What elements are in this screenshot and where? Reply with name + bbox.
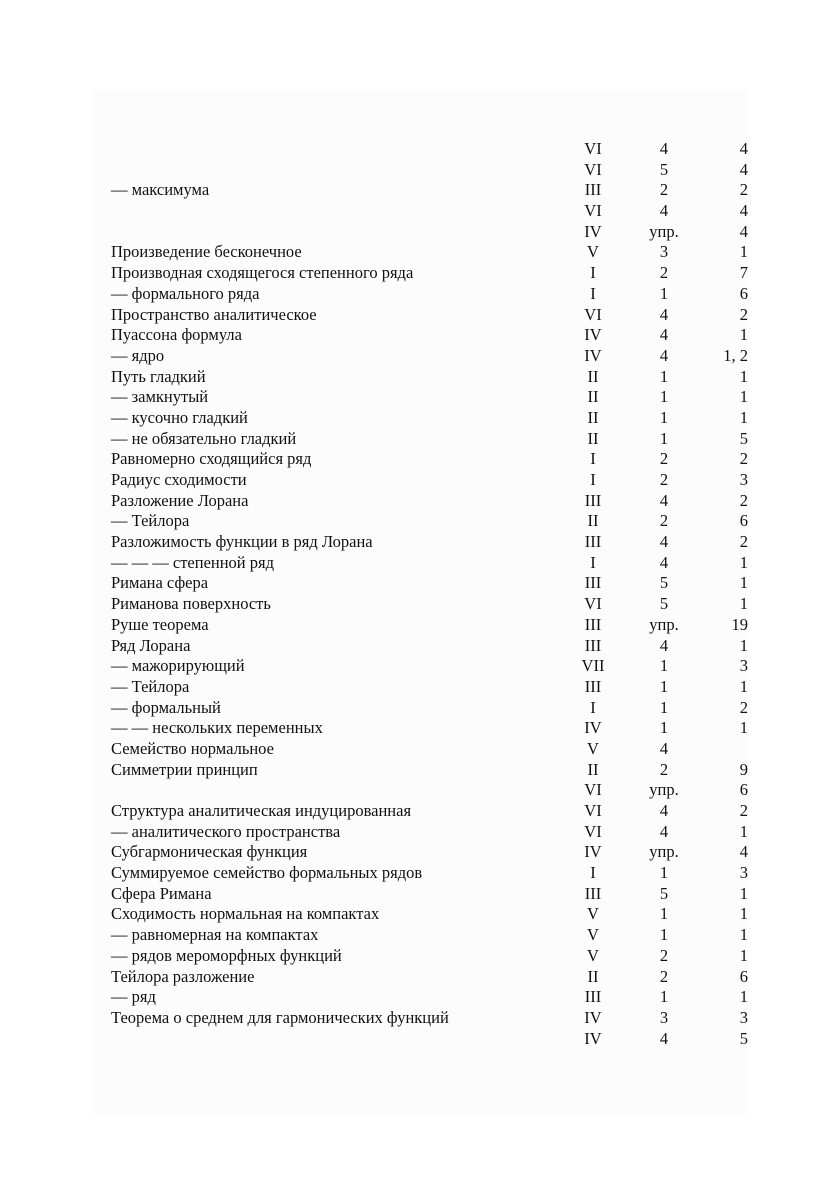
index-row (111, 987, 761, 1008)
chapter-number: II (587, 428, 599, 448)
section-number: 4 (659, 201, 669, 221)
section-number: 5 (659, 883, 669, 903)
chapter-number: VI (584, 159, 602, 179)
item-number: 1 (739, 718, 748, 738)
item-number: 1 (739, 821, 748, 841)
item-number: 9 (739, 759, 748, 779)
section-number: 1 (659, 718, 669, 738)
index-row (111, 408, 761, 429)
item-number: 2 (739, 449, 748, 469)
index-term: Произведение бесконечное (111, 242, 302, 262)
index-row (111, 801, 761, 822)
index-term: — Тейлора (111, 676, 190, 696)
section-number: 1 (659, 366, 669, 386)
index-row (111, 367, 761, 388)
item-number: 3 (739, 1007, 748, 1027)
index-row (111, 739, 761, 760)
section-number: 1 (659, 387, 669, 407)
index-row (111, 160, 761, 181)
section-number: упр. (649, 780, 679, 800)
index-row (111, 201, 761, 222)
index-row (111, 325, 761, 346)
chapter-number: I (590, 283, 596, 303)
item-number: 6 (739, 966, 748, 986)
index-row (111, 636, 761, 657)
chapter-number: II (587, 966, 599, 986)
index-row (111, 594, 761, 615)
section-number: упр. (649, 842, 679, 862)
index-row (111, 387, 761, 408)
index-row (111, 470, 761, 491)
index-row (111, 677, 761, 698)
index-row (111, 222, 761, 243)
item-number: 1 (739, 407, 748, 427)
index-term: Субгармоническая функция (111, 842, 308, 862)
index-term: Путь гладкий (111, 366, 206, 386)
index-row (111, 429, 761, 450)
index-row (111, 139, 761, 160)
index-row (111, 884, 761, 905)
item-number: 4 (739, 221, 748, 241)
index-row (111, 553, 761, 574)
section-number: 1 (659, 407, 669, 427)
section-number: 4 (659, 325, 669, 345)
index-term: Римана сфера (111, 573, 209, 593)
chapter-number: IV (584, 718, 602, 738)
index-row (111, 305, 761, 326)
chapter-number: III (584, 614, 602, 634)
item-number: 1 (739, 945, 748, 965)
subject-index (111, 139, 761, 1049)
index-term: — Тейлора (111, 511, 190, 531)
chapter-number: VI (584, 594, 602, 614)
chapter-number: VI (584, 780, 602, 800)
section-number: 2 (659, 945, 669, 965)
index-row (111, 904, 761, 925)
index-term: Семейство нормальное (111, 738, 274, 758)
index-row (111, 449, 761, 470)
section-number: 1 (659, 904, 669, 924)
section-number: 1 (659, 428, 669, 448)
index-row (111, 946, 761, 967)
section-number: 2 (659, 966, 669, 986)
section-number: 4 (659, 801, 669, 820)
section-number: 4 (659, 1028, 669, 1048)
index-row (111, 491, 761, 512)
item-number: 1 (739, 242, 748, 262)
chapter-number: III (584, 676, 602, 696)
index-term: Сходимость нормальная на компактах (111, 904, 380, 924)
item-number: 3 (739, 656, 748, 676)
item-number: 2 (739, 180, 748, 200)
item-number: 3 (739, 470, 748, 489)
chapter-number: II (587, 387, 599, 407)
item-number: 1 (739, 883, 748, 903)
item-number: 1 (739, 325, 748, 345)
section-number: 4 (659, 139, 669, 158)
item-number: 4 (739, 842, 748, 862)
item-number: 4 (739, 139, 748, 158)
index-term: Тейлора разложение (111, 966, 255, 986)
chapter-number: I (590, 697, 596, 717)
section-number: 4 (659, 552, 669, 572)
section-number: упр. (649, 614, 679, 634)
chapter-number: III (584, 573, 602, 593)
item-number: 1 (739, 366, 748, 386)
section-number: 5 (659, 573, 669, 593)
index-row (111, 242, 761, 263)
index-term: — максимума (111, 180, 210, 200)
section-number: 4 (659, 490, 669, 510)
chapter-number: IV (584, 1007, 602, 1027)
item-number: 1 (739, 676, 748, 696)
item-number: 19 (731, 614, 748, 634)
section-number: 5 (659, 594, 669, 614)
index-row (111, 511, 761, 532)
index-term: Руше теорема (111, 614, 209, 634)
index-term: Структура аналитическая индуцированная (111, 801, 412, 820)
chapter-number: IV (584, 842, 602, 862)
section-number: 2 (659, 511, 669, 531)
item-number: 4 (739, 159, 748, 179)
section-number: 3 (659, 242, 669, 262)
index-term: — рядов мероморфных функций (111, 945, 342, 965)
item-number: 1 (739, 987, 748, 1007)
section-number: 3 (659, 1007, 669, 1027)
index-row (111, 718, 761, 739)
section-number: 1 (659, 697, 669, 717)
chapter-number: IV (584, 325, 602, 345)
item-number: 1 (739, 635, 748, 655)
section-number: 1 (659, 987, 669, 1007)
index-term: Риманова поверхность (111, 594, 271, 614)
chapter-number: II (587, 407, 599, 427)
index-term: — — нескольких переменных (111, 718, 323, 738)
index-row (111, 967, 761, 988)
section-number: 2 (659, 449, 669, 469)
index-term: — кусочно гладкий (111, 407, 248, 427)
item-number: 6 (739, 283, 748, 303)
item-number: 5 (739, 1028, 748, 1048)
chapter-number: VI (584, 139, 602, 158)
section-number: 4 (659, 635, 669, 655)
chapter-number: V (587, 945, 599, 965)
chapter-number: I (590, 552, 596, 572)
index-term: Сфера Римана (111, 883, 212, 903)
item-number: 6 (739, 780, 748, 800)
index-term: — мажорирующий (111, 656, 245, 676)
section-number: 4 (659, 821, 669, 841)
chapter-number: II (587, 366, 599, 386)
index-row (111, 822, 761, 843)
item-number: 2 (739, 490, 748, 510)
item-number: 7 (739, 263, 748, 283)
chapter-number: III (584, 987, 602, 1007)
index-row (111, 346, 761, 367)
index-term: Суммируемое семейство формальных рядов (111, 863, 423, 883)
index-row (111, 925, 761, 946)
chapter-number: III (584, 180, 602, 200)
index-row (111, 1029, 761, 1050)
chapter-number: V (587, 242, 599, 262)
chapter-number: III (584, 490, 602, 510)
index-term: — равномерная на компактах (111, 925, 319, 945)
section-number: 2 (659, 470, 669, 489)
item-number: 1 (739, 573, 748, 593)
chapter-number: III (584, 635, 602, 655)
index-row (111, 780, 761, 801)
index-term: — формального ряда (111, 283, 260, 303)
index-row (111, 263, 761, 284)
index-term: — аналитического пространства (111, 821, 341, 841)
index-term: Равномерно сходящийся ряд (111, 449, 312, 469)
item-number: 4 (739, 201, 748, 221)
item-number: 1 (739, 552, 748, 572)
index-row (111, 284, 761, 305)
index-row (111, 656, 761, 677)
item-number: 5 (739, 428, 748, 448)
item-number: 1, 2 (723, 345, 748, 365)
chapter-number: V (587, 738, 599, 758)
chapter-number: VII (581, 656, 605, 676)
chapter-number: I (590, 863, 596, 883)
section-number: 5 (659, 159, 669, 179)
section-number: упр. (649, 221, 679, 241)
index-term: Теорема о среднем для гармонических функций (111, 1007, 449, 1027)
index-term: — — — степенной ряд (111, 552, 274, 572)
chapter-number: V (587, 904, 599, 924)
section-number: 4 (659, 304, 669, 324)
index-row (111, 698, 761, 719)
chapter-number: I (590, 263, 596, 283)
section-number: 4 (659, 738, 669, 758)
chapter-number: VI (584, 304, 602, 324)
item-number: 1 (739, 925, 748, 945)
item-number: 2 (739, 697, 748, 717)
item-number: 2 (739, 304, 748, 324)
section-number: 2 (659, 263, 669, 283)
chapter-number: V (587, 925, 599, 945)
item-number: 6 (739, 511, 748, 531)
index-row (111, 760, 761, 781)
section-number: 1 (659, 283, 669, 303)
section-number: 2 (659, 759, 669, 779)
index-row (111, 180, 761, 201)
chapter-number: VI (584, 821, 602, 841)
index-term: Разложимость функции в ряд Лорана (111, 532, 373, 552)
item-number: 2 (739, 532, 748, 552)
chapter-number: I (590, 470, 596, 489)
index-term: — ядро (111, 345, 165, 365)
section-number: 2 (659, 180, 669, 200)
item-number: 1 (739, 594, 748, 614)
item-number: 1 (739, 387, 748, 407)
chapter-number: IV (584, 221, 602, 241)
index-term: Ряд Лорана (111, 635, 191, 655)
index-term: — замкнутый (111, 387, 209, 407)
section-number: 1 (659, 863, 669, 883)
section-number: 4 (659, 532, 669, 552)
index-term: Разложение Лорана (111, 490, 249, 510)
index-term: — формальный (111, 697, 221, 717)
index-row (111, 532, 761, 553)
chapter-number: II (587, 759, 599, 779)
index-row (111, 863, 761, 884)
item-number: 2 (739, 801, 748, 820)
chapter-number: IV (584, 1028, 602, 1048)
chapter-number: VI (584, 801, 602, 820)
chapter-number: III (584, 532, 602, 552)
item-number: 3 (739, 863, 748, 883)
index-row (111, 573, 761, 594)
chapter-number: VI (584, 201, 602, 221)
section-number: 1 (659, 676, 669, 696)
index-term: Радиус сходимости (111, 470, 247, 489)
index-row (111, 1008, 761, 1029)
index-term: — не обязательно гладкий (111, 428, 297, 448)
section-number: 1 (659, 925, 669, 945)
item-number: 1 (739, 904, 748, 924)
index-row (111, 842, 761, 863)
section-number: 4 (659, 345, 669, 365)
index-term: Пространство аналитическое (111, 304, 317, 324)
chapter-number: IV (584, 345, 602, 365)
chapter-number: I (590, 449, 596, 469)
index-term: Пуассона формула (111, 325, 242, 345)
section-number: 1 (659, 656, 669, 676)
index-term: — ряд (111, 987, 156, 1007)
chapter-number: II (587, 511, 599, 531)
index-row (111, 615, 761, 636)
index-term: Симметрии принцип (111, 759, 258, 779)
chapter-number: III (584, 883, 602, 903)
index-term: Производная сходящегося степенного ряда (111, 263, 414, 283)
